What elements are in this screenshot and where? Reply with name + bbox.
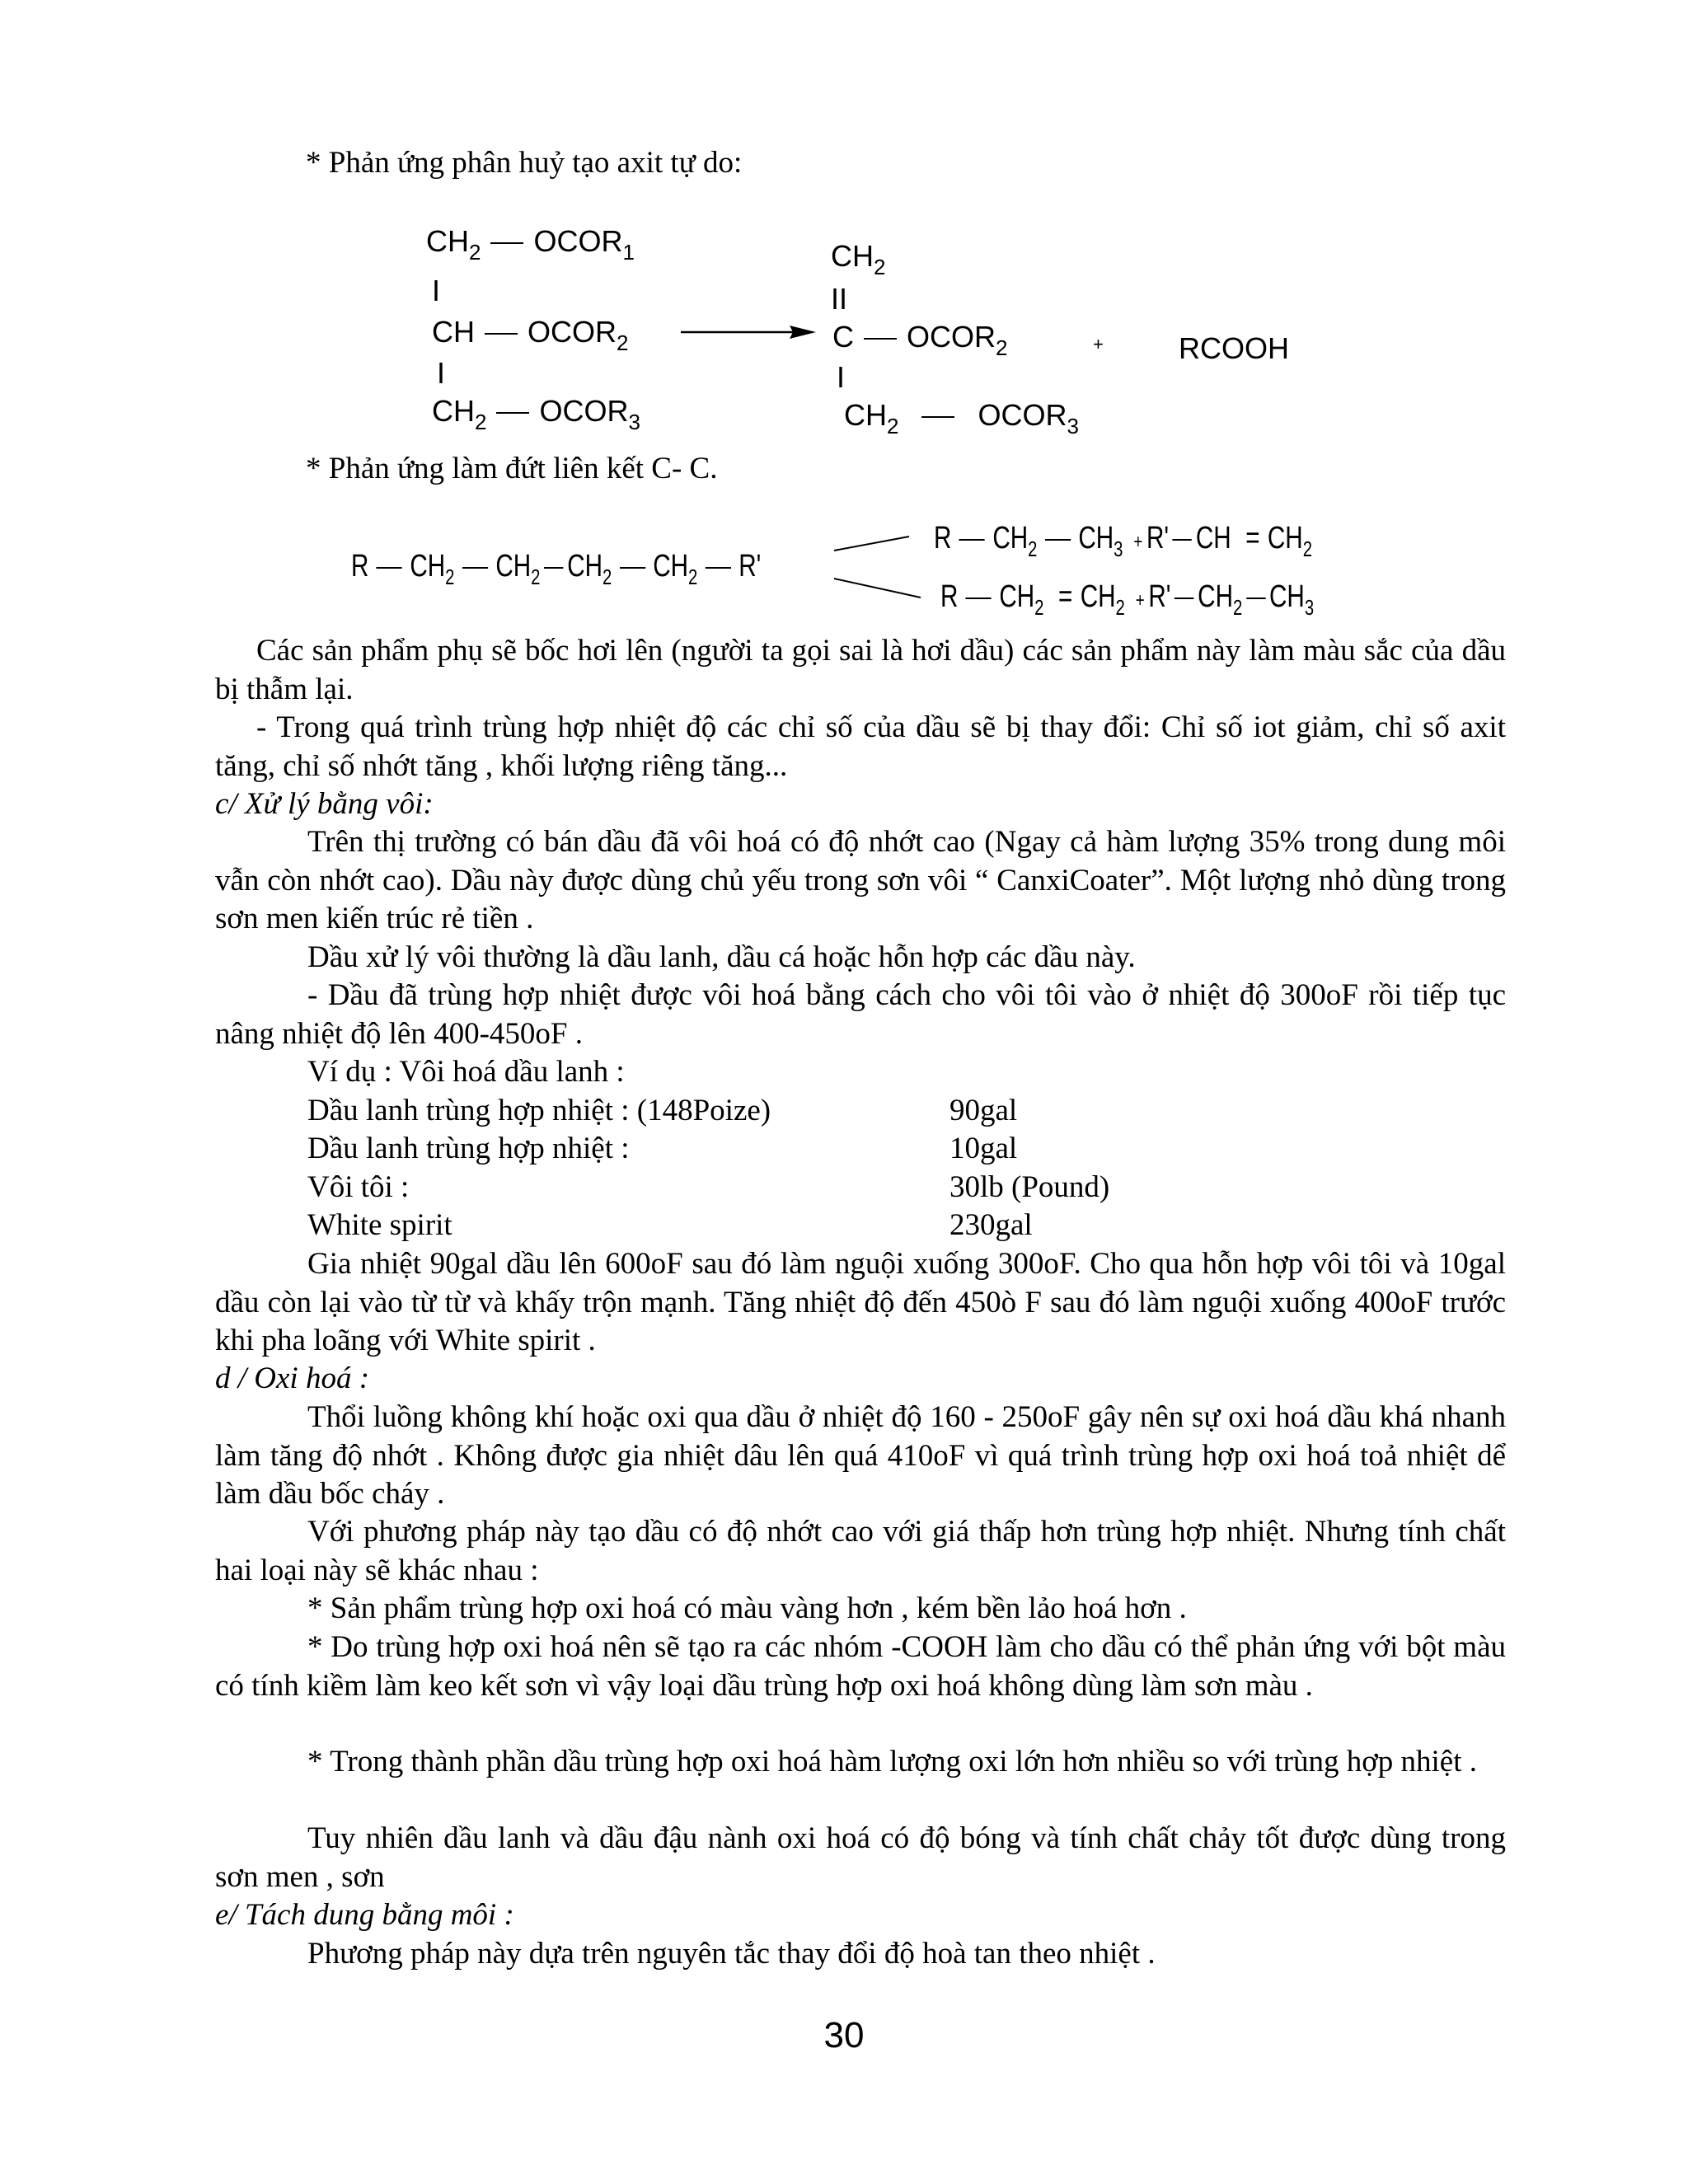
reaction-1-right-bond: I xyxy=(837,360,846,394)
paragraph-linseed-soybean: Tuy nhiên dầu lanh và dầu đậu nành oxi hoá có độ bóng và tính chất chảy tốt được dùng trong sơn men , sơn xyxy=(215,1821,1506,1894)
bullet-oxygen-content: * Trong thành phần dầu trùng hợp oxi hoá hàm lượng oxi lớn hơn nhiều so với trùng hợp nhiệt . xyxy=(307,1745,1478,1779)
reaction-1-left-line-2: CH $OCOR_2$ xyxy=(432,315,629,355)
recipe-item-name: Vôi tôi : xyxy=(307,1170,410,1204)
bullet-yellow-color: * Sản phẩm trùng hợp oxi hoá có màu vàng hơn , kém bền lảo hoá hơn . xyxy=(307,1591,1187,1625)
paragraph-index-changes: - Trong quá trình trùng hợp nhiệt độ các chỉ số của dầu sẽ bị thay đổi: Chỉ số iot giảm, chỉ số axit tăng, chỉ số nhớt tăng , khối lượng riêng tăng... xyxy=(215,710,1506,783)
section-e-heading: e/ Tách dung bằng môi : xyxy=(215,1898,514,1932)
paragraph-lime-process: - Dầu đã trùng hợp nhiệt được vôi hoá bằng cách cho vôi tôi vào ở nhiệt độ 300oF rồi tiếp tục nâng nhiệt độ lên 400-450oF . xyxy=(215,978,1506,1051)
reaction-2-product-1: R $CH_2$ $CH_3 + R'$ CH = $CH_2$ xyxy=(934,521,1313,561)
paragraph-method-comparison: Với phương pháp này tạo dầu có độ nhớt cao với giá thấp hơn trùng hợp nhiệt. Nhưng tính chất hai loại này sẽ khác nhau : xyxy=(215,1515,1506,1587)
reaction-1-heading: * Phản ứng phân huỷ tạo axit tự do: xyxy=(306,146,743,180)
reaction-1-plus: + xyxy=(1093,334,1104,354)
section-d-heading: d / Oxi hoá : xyxy=(215,1361,370,1395)
reaction-1-product: RCOOH xyxy=(1179,331,1289,365)
recipe-item-qty: 10gal xyxy=(950,1132,1018,1165)
reaction-2-reactant: R $CH_2$ $CH_2$ $CH_2$ $CH_2$ R' xyxy=(351,549,762,589)
reaction-2-product-2: R $CH_2 = CH_2 + R'$ $CH_2$ $CH_3$ xyxy=(940,579,1315,620)
reaction-1-right-line-1: $CH_2$ xyxy=(831,239,886,279)
bullet-cooh-groups: * Do trùng hợp oxi hoá nên sẽ tạo ra các nhóm -COOH làm cho dầu có thể phản ứng với bột màu có tính kiềm làm keo kết sơn vì vậy loại dầu trùng hợp oxi hoá không dùng làm sơn màu . xyxy=(215,1630,1506,1703)
page-number: 30 xyxy=(823,2015,865,2055)
paragraph-air-blowing: Thổi luồng không khí hoặc oxi qua dầu ở nhiệt độ 160 - 250oF gây nên sự oxi hoá dầu khá nhanh làm tăng độ nhớt . Không được gia nhiệt dâu lên quá 410oF vì quá trình trùng hợp oxi hoá toả nhiệt dể làm dầu bốc cháy . xyxy=(215,1400,1506,1511)
paragraph-byproducts: Các sản phẩm phụ sẽ bốc hơi lên (người ta gọi sai là hơi dầu) các sản phẩm này làm màu sắc của dầu bị thẫm lại. xyxy=(215,634,1506,706)
recipe-item-name: Dầu lanh trùng hợp nhiệt : (148Poize) xyxy=(307,1094,771,1127)
recipe-item-name: Dầu lanh trùng hợp nhiệt : xyxy=(307,1132,630,1165)
reaction-2-branch-lines xyxy=(0,0,1688,659)
recipe-item-name: White spirit xyxy=(307,1208,452,1242)
recipe-item-qty: 230gal xyxy=(950,1208,1033,1242)
reaction-1-left-line-1: $CH_2$ $OCOR_1$ xyxy=(426,224,635,265)
reaction-2-heading: * Phản ứng làm đứt liên kết C- C. xyxy=(306,452,718,485)
paragraph-lime-oil: Trên thị trường có bán dầu đã vôi hoá có độ nhớt cao (Ngay cả hàm lượng 35% trong dung môi vẫn còn nhớt cao). Dầu này được dùng chủ yếu trong sơn vôi “ CanxiCoater”. Một lượng nhỏ dùng trong sơn men kiến trúc rẻ tiền . xyxy=(215,825,1506,935)
recipe-item-qty: 90gal xyxy=(950,1094,1018,1127)
reaction-1-left-bond-1: I xyxy=(432,274,441,307)
section-c-heading: c/ Xử lý bằng vôi: xyxy=(215,787,434,821)
paragraph-lime-oils: Dầu xử lý vôi thường là dầu lanh, dầu cá hoặc hỗn hợp các dầu này. xyxy=(307,940,1136,974)
reaction-1-left-line-3: $CH_2$ $OCOR_3$ xyxy=(432,394,640,434)
example-title: Ví dụ : Vôi hoá dầu lanh : xyxy=(307,1055,625,1089)
paragraph-heating: Gia nhiệt 90gal dầu lên 600oF sau đó làm nguội xuống 300oF. Cho qua hỗn hợp vôi tôi và 10gal dầu còn lại vào từ từ và khấy trộn mạnh. Tăng nhiệt độ đến 450ò F sau đó làm nguội xuống 400oF trước khi pha loãng với White spirit . xyxy=(215,1247,1506,1357)
reaction-1-right-double-bond: II xyxy=(831,282,848,316)
reaction-1-right-line-3: $CH_2$ $OCOR_3$ xyxy=(844,398,1079,438)
paragraph-solvent-separation: Phương pháp này dựa trên nguyên tắc thay đổi độ hoà tan theo nhiệt . xyxy=(307,1937,1156,1971)
reaction-1-right-line-2: C $OCOR_2$ xyxy=(832,320,1008,360)
recipe-item-qty: 30lb (Pound) xyxy=(950,1170,1110,1204)
reaction-1-left-bond-2: I xyxy=(437,356,446,390)
